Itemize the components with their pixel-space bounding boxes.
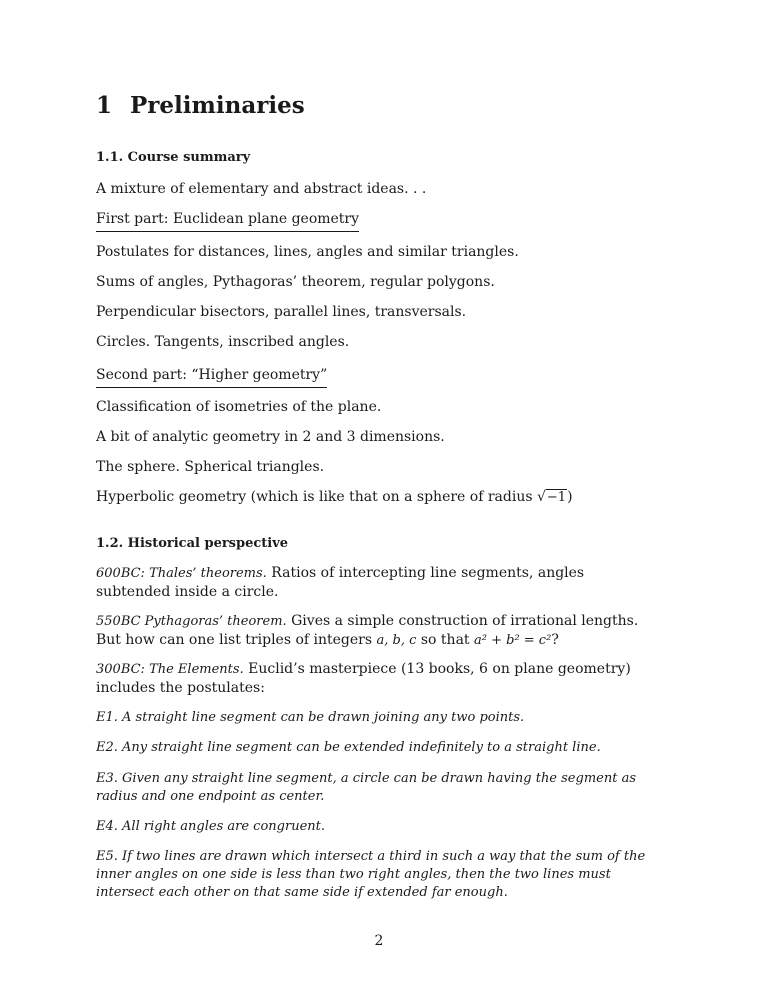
part1-heading: [96, 210, 359, 232]
sqrt-radicand: −1: [546, 490, 567, 505]
part2-heading: [96, 366, 327, 388]
chapter-heading: [96, 92, 305, 119]
hyperbolic-close: ): [567, 489, 573, 505]
postulate-e1: E1. A straight line segment can be drawn joining any two points.: [96, 710, 525, 725]
entry-text-mid: so that: [416, 632, 474, 648]
hyperbolic-text: Hyperbolic geometry (which is like that on a sphere of radius: [96, 489, 533, 505]
entry-text: Gives a simple construction of irrational lengths. But how can one list triples of integers: [96, 613, 639, 648]
sqrt-expression: √−1: [536, 489, 567, 505]
hyperbolic-item: [96, 488, 573, 507]
part2-item: Classification of isometries of the plane.: [96, 399, 382, 415]
postulate-e5: E5. If two lines are drawn which intersect a third in such a way that the sum of the inner angles on one side is less than two right angles, then the two lines must intersect each other on that same side if extended far enough.: [96, 849, 646, 900]
part1-item: Postulates for distances, lines, angles and similar triangles.: [96, 244, 519, 260]
part1-title: First part: Euclidean plane geometry: [96, 210, 359, 232]
course-summary-intro: A mixture of elementary and abstract ideas. . .: [96, 181, 427, 197]
chapter-title: Preliminaries: [130, 92, 305, 119]
part2-item: The sphere. Spherical triangles.: [96, 459, 325, 475]
math-vars: a, b, c: [376, 633, 417, 648]
entry-lead: 300BC: The Elements.: [96, 662, 244, 677]
math-equation: a² + b² = c²: [474, 633, 552, 648]
section-heading-course-summary: 1.1. Course summary: [96, 150, 251, 165]
entry-text-end: ?: [551, 632, 559, 648]
section-heading-historical: 1.2. Historical perspective: [96, 536, 289, 551]
entry-lead: 600BC: Thales’ theorems.: [96, 566, 267, 581]
history-entry-thales: [96, 564, 662, 601]
part1-item: Sums of angles, Pythagoras’ theorem, regular polygons.: [96, 274, 495, 290]
history-entry-pythagoras: [96, 612, 662, 650]
chapter-number: 1: [96, 92, 113, 119]
history-entry-elements: [96, 660, 662, 697]
entry-lead: 550BC Pythagoras’ theorem.: [96, 614, 287, 629]
page-number: 2: [374, 933, 384, 949]
postulate-e2: E2. Any straight line segment can be extended indefinitely to a straight line.: [96, 740, 601, 755]
part2-item: A bit of analytic geometry in 2 and 3 dimensions.: [96, 429, 445, 445]
part2-title: Second part: “Higher geometry”: [96, 366, 327, 388]
entry-text: Ratios of intercepting line segments, angles subtended inside a circle.: [96, 565, 585, 600]
part1-item: Circles. Tangents, inscribed angles.: [96, 334, 350, 350]
postulate-e4: E4. All right angles are congruent.: [96, 819, 325, 834]
part1-item: Perpendicular bisectors, parallel lines, transversals.: [96, 304, 467, 320]
entry-text: Euclid’s masterpiece (13 books, 6 on plane geometry) includes the postulates:: [96, 661, 631, 696]
postulate-e3: E3. Given any straight line segment, a circle can be drawn having the segment as radius and one endpoint as center.: [96, 771, 636, 804]
